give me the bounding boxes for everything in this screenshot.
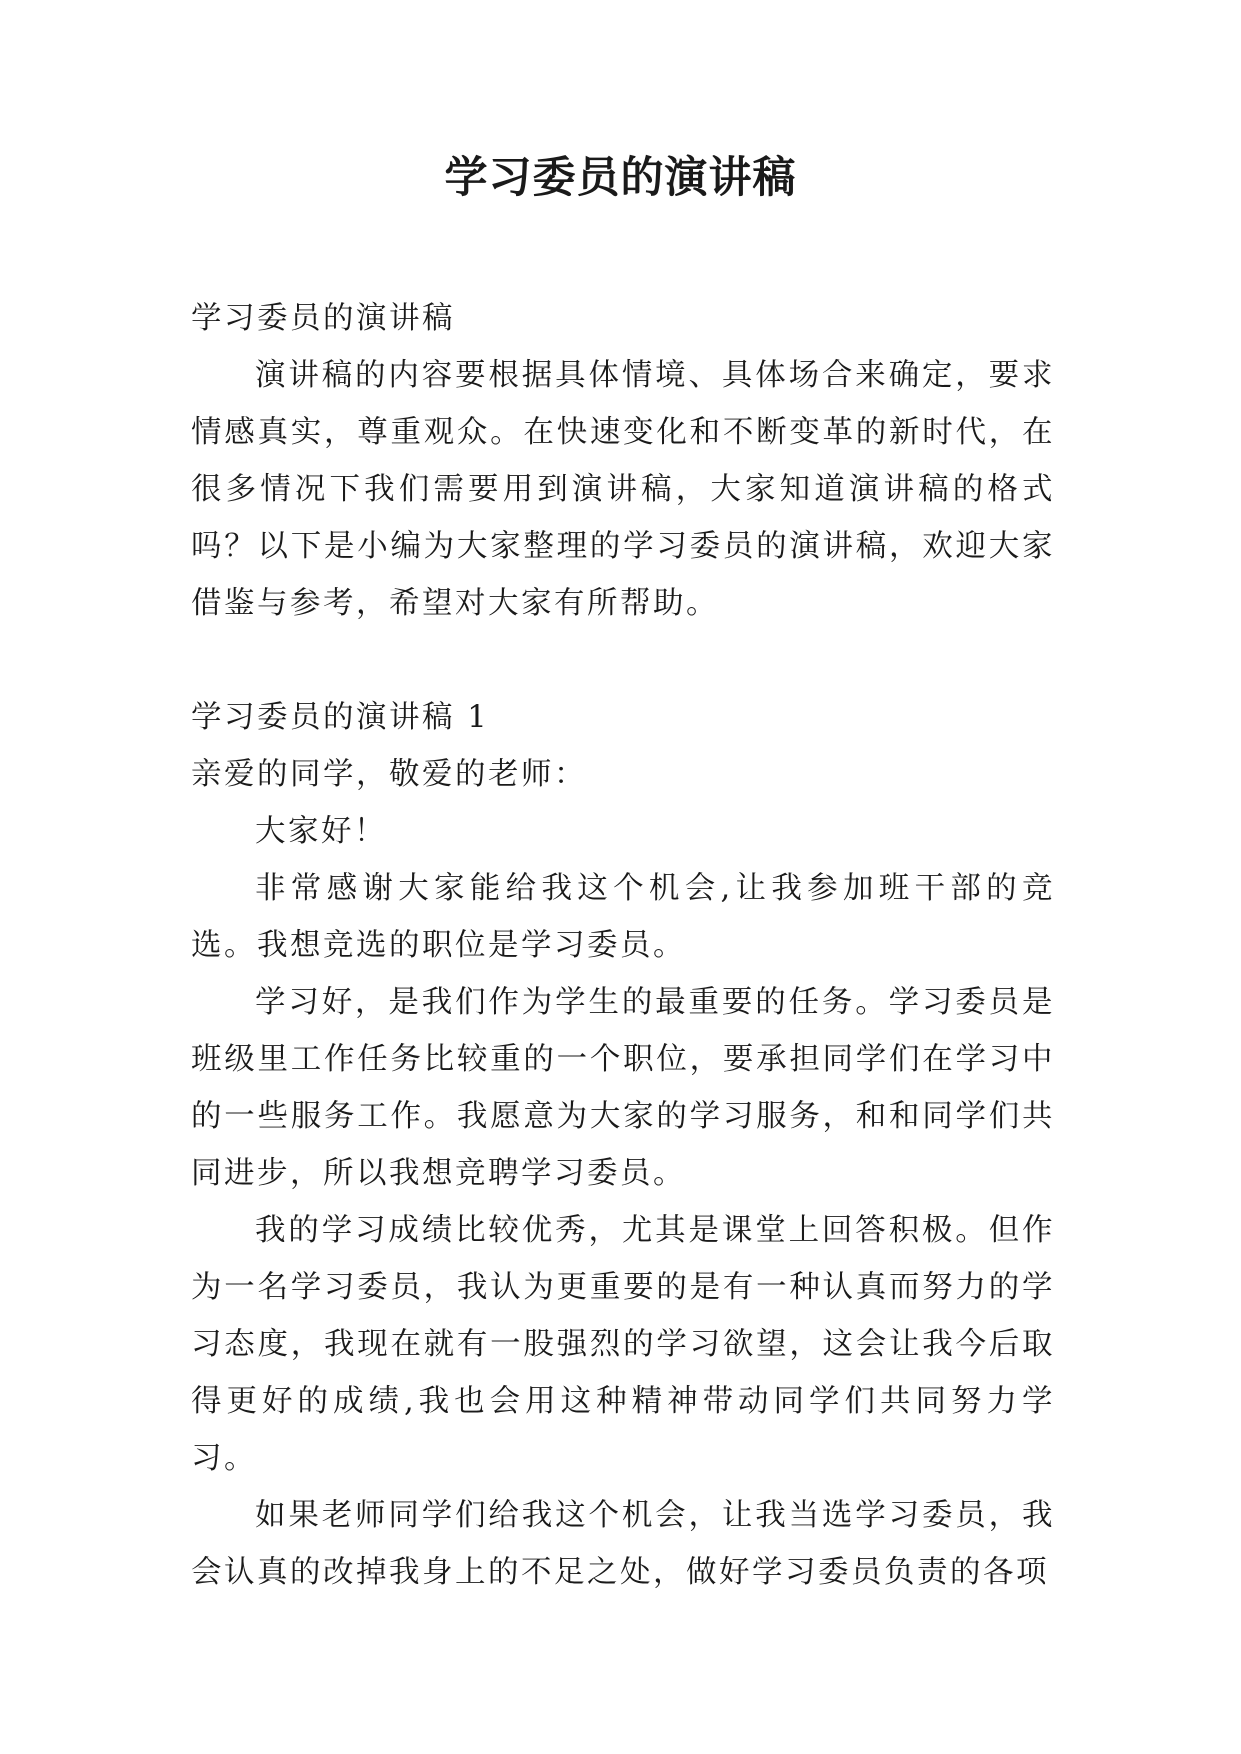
section-heading: 学习委员的演讲稿 1 [191, 700, 490, 735]
body-paragraph: 我的学习成绩比较优秀，尤其是课堂上回答积极。但作为一名学习委员，我认为更重要的是有一种认真而努力的学习态度，我现在就有一股强烈的学习欲望，这会让我今后取得更好的成绩,我也会用这种精神带动同学们共同努力学习。 [191, 1213, 1055, 1476]
body-paragraph: 学习好，是我们作为学生的最重要的任务。学习委员是班级里工作任务比较重的一个职位，要承担同学们在学习中的一些服务工作。我愿意为大家的学习服务，和和同学们共同进步，所以我想竞聘学习委员。 [191, 985, 1055, 1191]
document-body [191, 290, 1055, 1601]
intro-paragraph: 演讲稿的内容要根据具体情境、具体场合来确定，要求情感真实，尊重观众。在快速变化和不断变革的新时代，在很多情况下我们需要用到演讲稿，大家知道演讲稿的格式吗？以下是小编为大家整理的学习委员的演讲稿，欢迎大家借鉴与参考，希望对大家有所帮助。 [191, 358, 1055, 621]
section-spacer [191, 632, 1055, 689]
body-paragraph: 如果老师同学们给我这个机会，让我当选学习委员，我会认真的改掉我身上的不足之处，做好学习委员负责的各项 [191, 1498, 1055, 1590]
subtitle: 学习委员的演讲稿 [191, 301, 455, 336]
salutation: 亲爱的同学，敬爱的老师： [191, 757, 587, 792]
body-paragraph: 非常感谢大家能给我这个机会,让我参加班干部的竞选。我想竞选的职位是学习委员。 [191, 871, 1055, 963]
document-title: 学习委员的演讲稿 [444, 153, 797, 203]
greeting: 大家好！ [255, 814, 387, 849]
